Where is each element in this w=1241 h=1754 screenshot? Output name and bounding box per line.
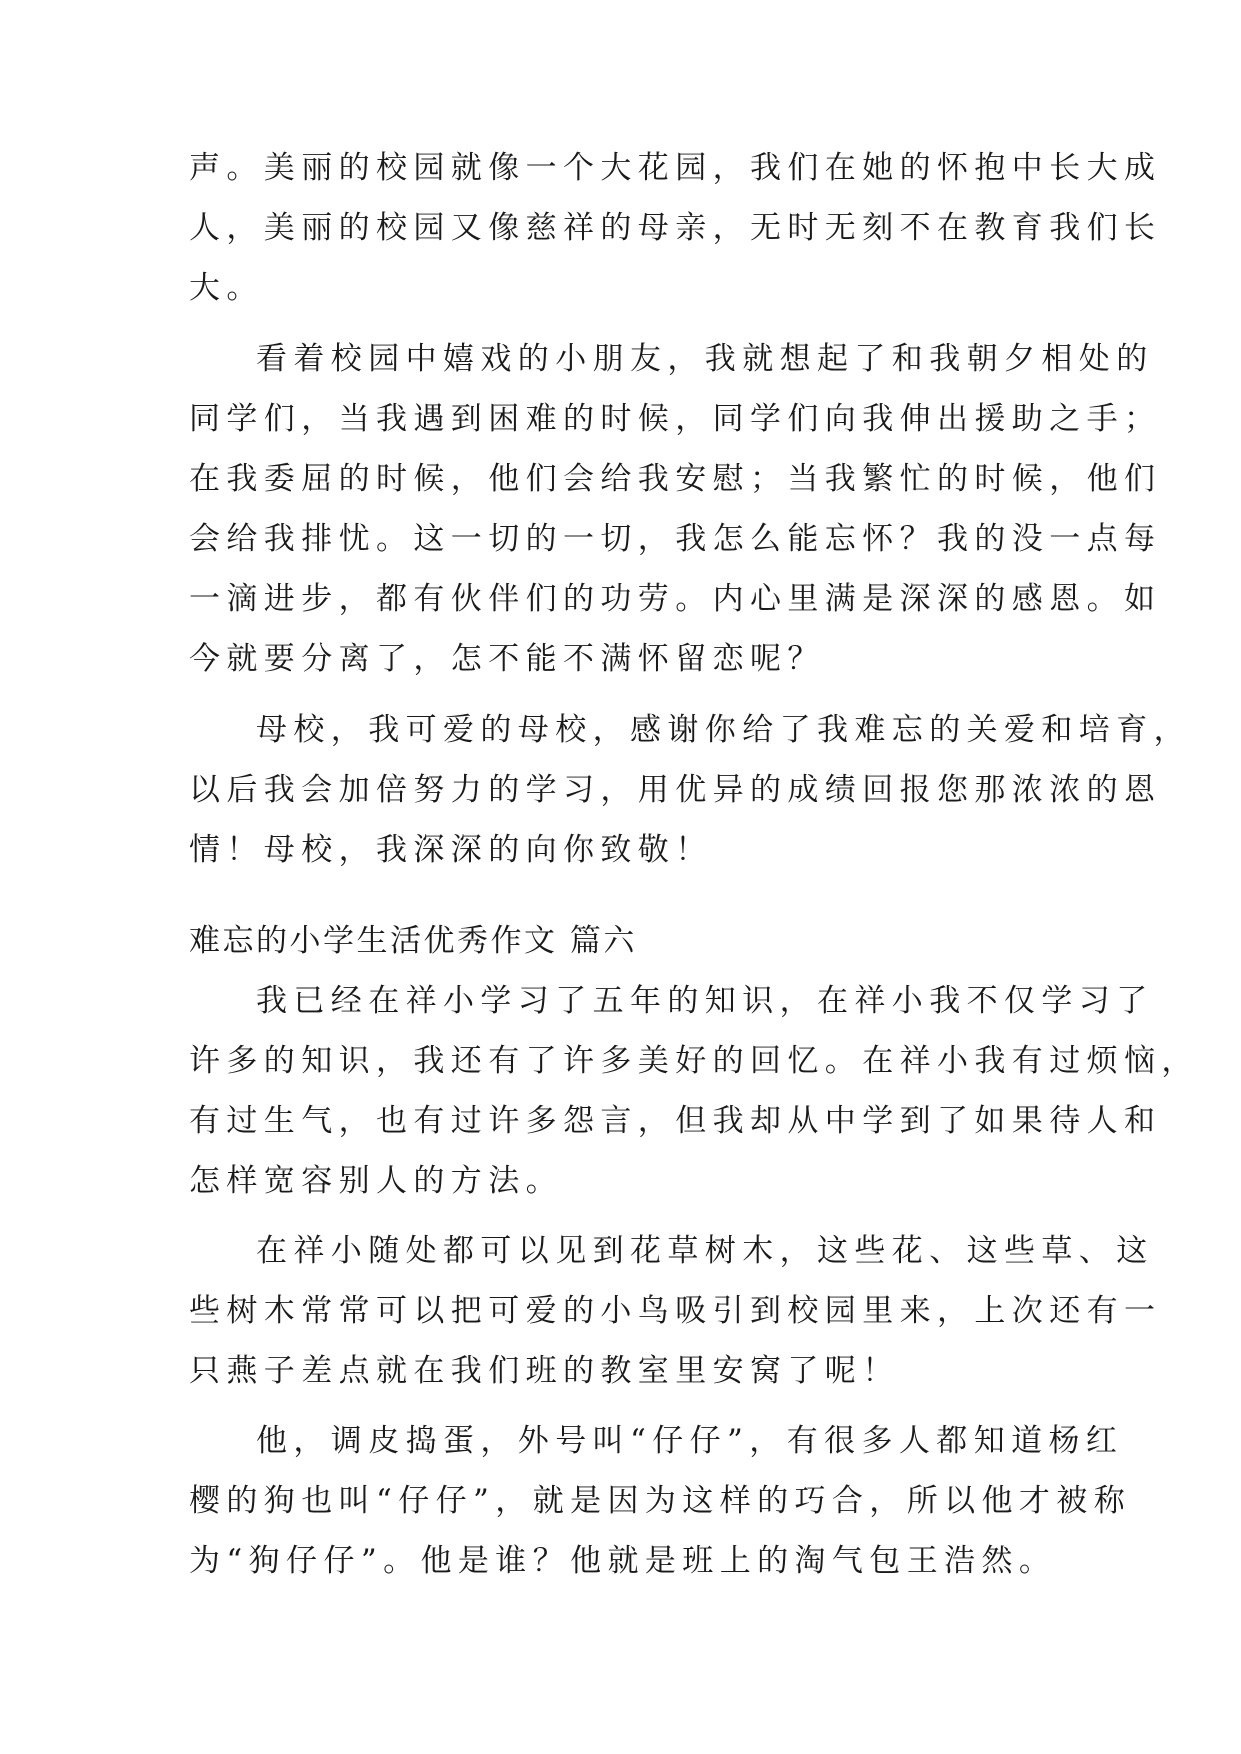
text-line: 以后我会加倍努力的学习，用优异的成绩回报您那浓浓的恩 (189, 772, 1162, 808)
text-line: 人，美丽的校园又像慈祥的母亲，无时无刻不在教育我们长 (189, 210, 1162, 246)
text-line: 同学们，当我遇到困难的时候，同学们向我伸出援助之手； (189, 401, 1162, 437)
text-line: 有过生气，也有过许多怨言，但我却从中学到了如果待人和 (189, 1103, 1162, 1139)
text-line: 我已经在祥小学习了五年的知识，在祥小我不仅学习了 (256, 983, 1154, 1019)
text-line: 声。美丽的校园就像一个大花园，我们在她的怀抱中长大成 (189, 150, 1162, 186)
text-line: 只燕子差点就在我们班的教室里安窝了呢！ (189, 1353, 900, 1389)
text-line: 今就要分离了，怎不能不满怀留恋呢？ (189, 641, 825, 677)
text-line: 樱的狗也叫“仔仔”，就是因为这样的巧合，所以他才被称 (189, 1483, 1132, 1519)
text-line: 一滴进步，都有伙伴们的功劳。内心里满是深深的感恩。如 (189, 581, 1162, 617)
text-line: 会给我排忧。这一切的一切，我怎么能忘怀？我的没一点每 (189, 521, 1162, 557)
text-line: 他，调皮捣蛋，外号叫“仔仔”，有很多人都知道杨红 (256, 1423, 1124, 1459)
text-line: 情！母校，我深深的向你致敬！ (189, 832, 713, 868)
text-line: 看着校园中嬉戏的小朋友，我就想起了和我朝夕相处的 (256, 341, 1154, 377)
text-line: 大。 (189, 270, 264, 306)
text-line: 在祥小随处都可以见到花草树木，这些花、这些草、这 (256, 1233, 1154, 1269)
text-line: 母校，我可爱的母校，感谢你给了我难忘的关爱和培育， (256, 712, 1191, 748)
text-line: 些树木常常可以把可爱的小鸟吸引到校园里来，上次还有一 (189, 1293, 1162, 1329)
text-line: 为“狗仔仔”。他是谁？他就是班上的淘气包王浩然。 (189, 1543, 1057, 1579)
text-line: 许多的知识，我还有了许多美好的回忆。在祥小我有过烦恼， (189, 1043, 1199, 1079)
text-line: 在我委屈的时候，他们会给我安慰；当我繁忙的时候，他们 (189, 461, 1162, 497)
section-heading: 难忘的小学生活优秀作文 篇六 (189, 923, 637, 959)
text-line: 怎样宽容别人的方法。 (189, 1163, 563, 1199)
